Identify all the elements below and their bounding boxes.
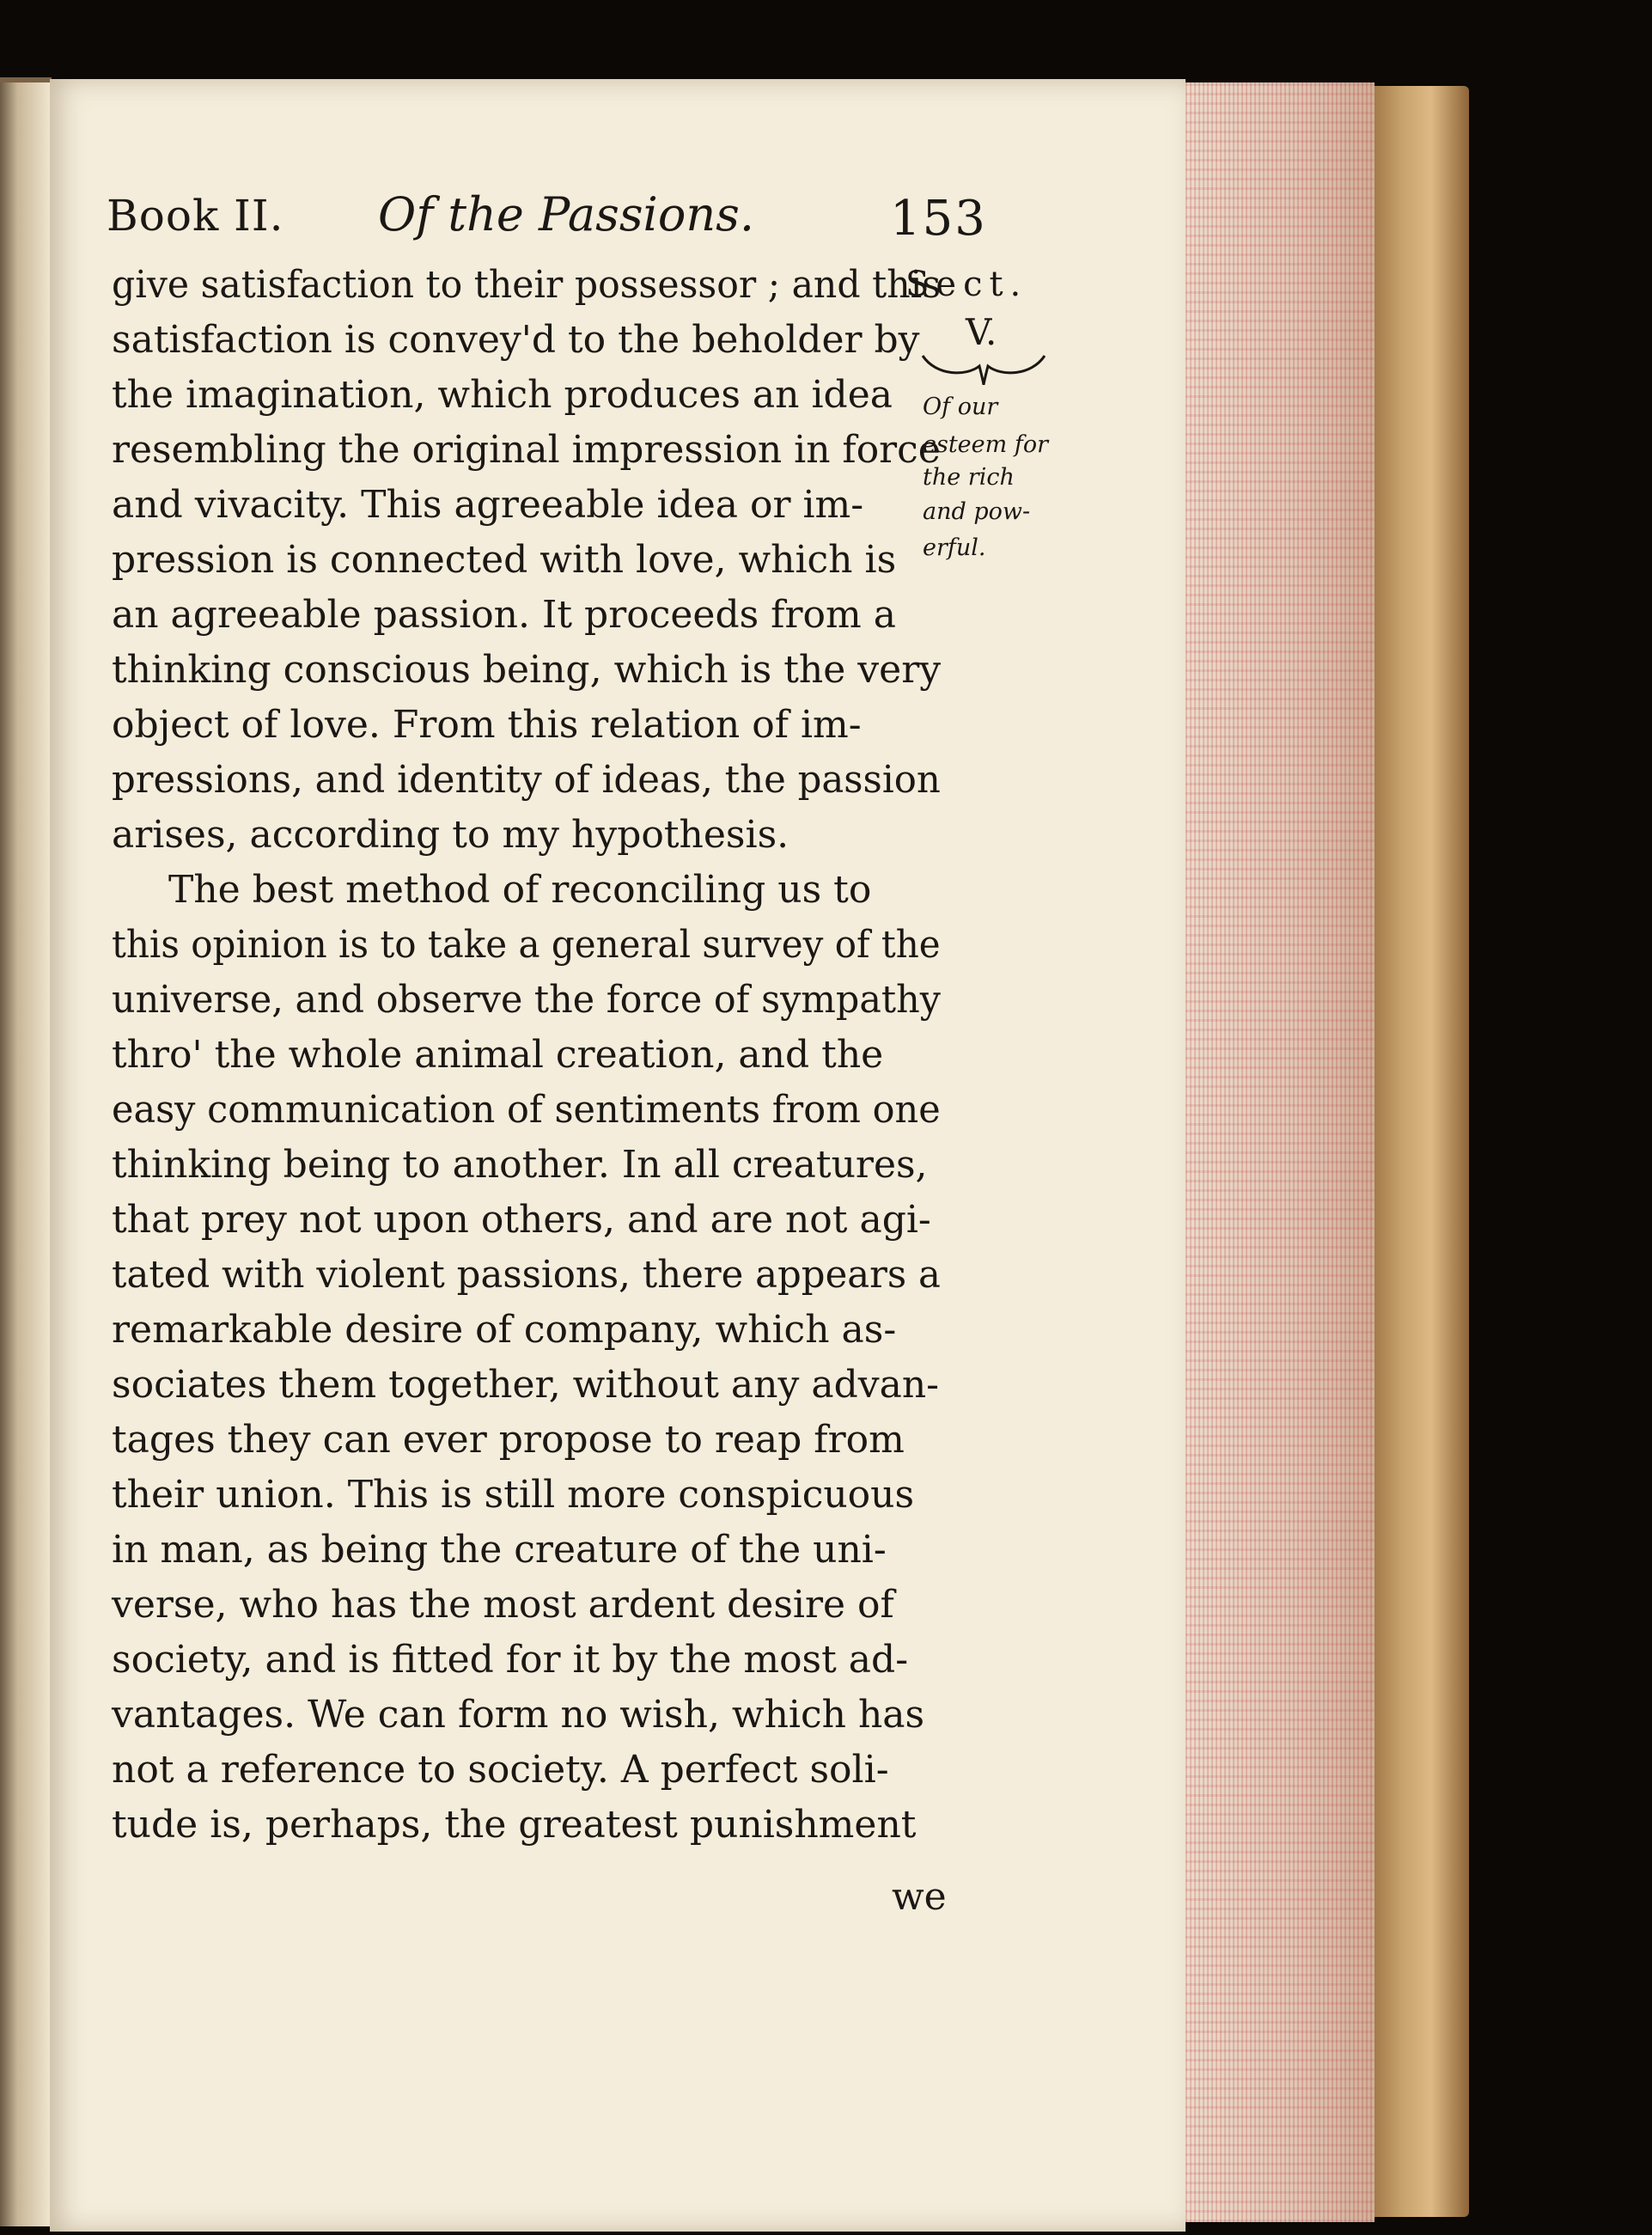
body-line: thro' the whole animal creation, and the [112, 1033, 884, 1077]
section-number: V. [966, 311, 997, 353]
body-line: not a reference to society. A perfect soli- [112, 1748, 889, 1792]
margin-note-line: the rich [923, 464, 1015, 491]
section-label: Sect. [905, 265, 1028, 304]
body-line: sociates them together, without any advan- [112, 1363, 940, 1407]
body-line: universe, and observe the force of sympathy [112, 978, 941, 1022]
body-line: resembling the original impression in force [112, 428, 941, 472]
body-line: tages they can ever propose to reap from [112, 1418, 905, 1462]
body-line: remarkable desire of company, which as- [112, 1308, 897, 1352]
page-fore-edge [1186, 82, 1375, 2222]
body-line: an agreeable passion. It proceeds from a [112, 593, 896, 637]
body-line: pression is connected with love, which is [112, 538, 897, 582]
body-line: easy communication of sentiments from one [112, 1088, 941, 1132]
running-head-book: Book II. [107, 191, 284, 241]
page-number: 153 [890, 191, 987, 247]
body-line: satisfaction is convey'd to the beholder by [112, 318, 920, 362]
book-cover-edge [1375, 86, 1469, 2217]
brace-ornament [919, 351, 1048, 388]
body-line: tated with violent passions, there appears a [112, 1253, 941, 1297]
body-line: society, and is fitted for it by the most ad- [112, 1638, 909, 1682]
catchword: we [892, 1875, 947, 1919]
body-line: that prey not upon others, and are not agi- [112, 1198, 931, 1242]
body-line: the imagination, which produces an idea [112, 373, 893, 417]
margin-note-line: and pow- [923, 498, 1031, 525]
body-line: The best method of reconciling us to [168, 868, 872, 912]
body-line: pressions, and identity of ideas, the passion [112, 758, 941, 802]
body-line: vantages. We can form no wish, which has [112, 1693, 925, 1737]
body-line: their union. This is still more conspicuous [112, 1473, 915, 1517]
body-line: this opinion is to take a general survey of the [112, 923, 941, 967]
margin-note-line: esteem for [923, 431, 1048, 458]
body-line: thinking conscious being, which is the very [112, 648, 942, 692]
margin-note-line: erful. [923, 534, 986, 561]
margin-note-line: Of our [923, 394, 998, 420]
body-line: and vivacity. This agreeable idea or im- [112, 483, 864, 527]
running-head-title: Of the Passions. [378, 187, 754, 241]
body-line: object of love. From this relation of im- [112, 703, 862, 747]
body-line: in man, as being the creature of the uni- [112, 1528, 887, 1572]
body-line: tude is, perhaps, the greatest punishment [112, 1803, 917, 1847]
body-line: arises, according to my hypothesis. [112, 813, 789, 857]
body-line: give satisfaction to their possessor ; and this [112, 263, 942, 307]
body-line: thinking being to another. In all creatures, [112, 1143, 928, 1187]
body-line: verse, who has the most ardent desire of [112, 1583, 894, 1627]
facing-page-edge [0, 82, 52, 2226]
